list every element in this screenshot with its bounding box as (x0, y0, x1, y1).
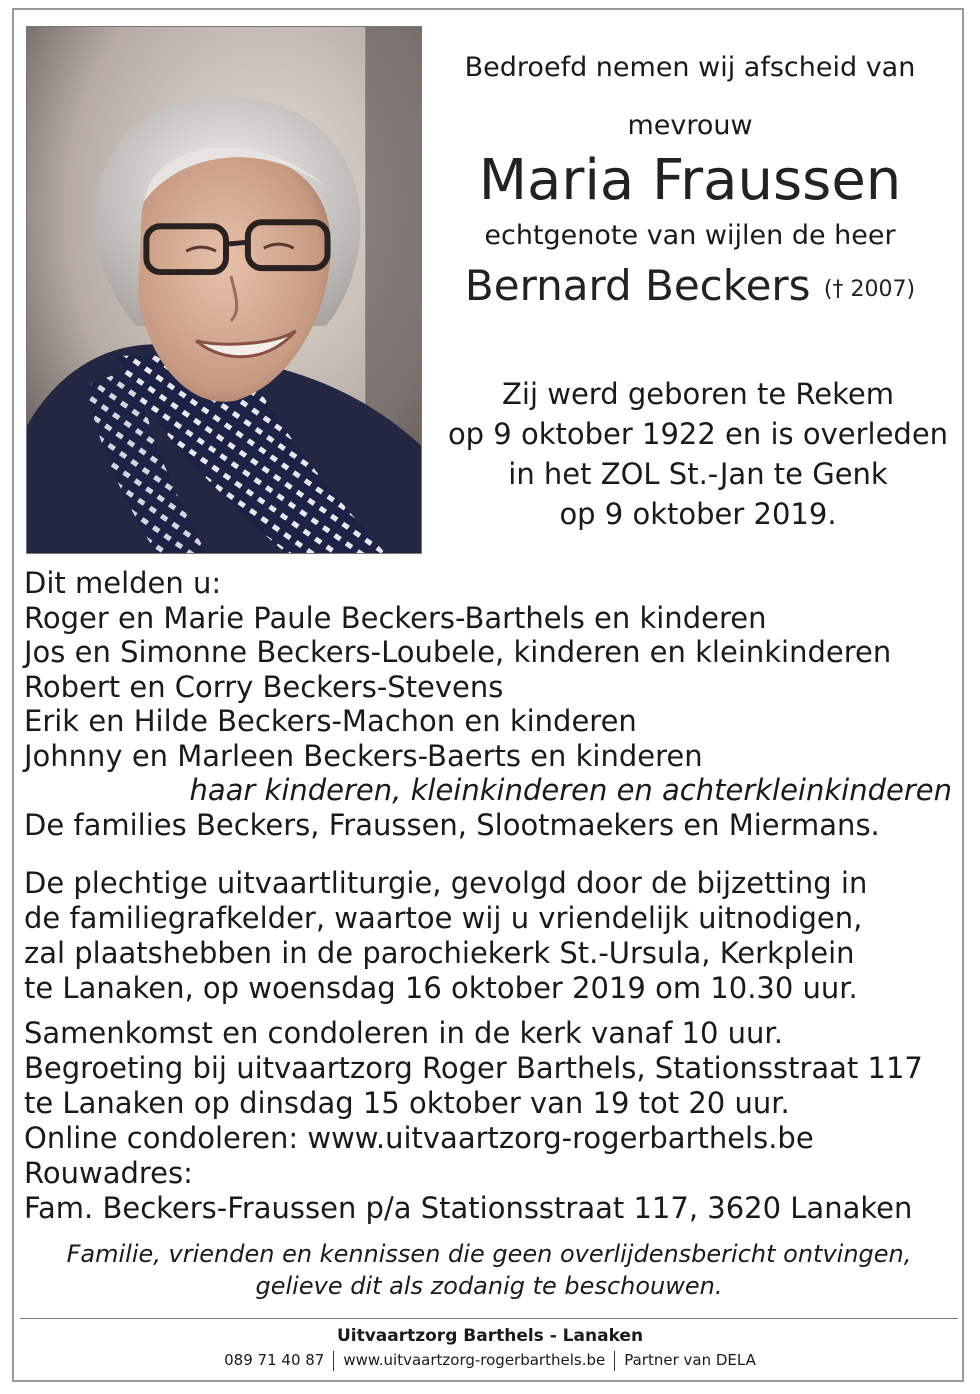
intro-text: Bedroefd nemen wij afscheid van (464, 52, 916, 83)
family-line: Roger en Marie Paule Beckers-Barthels en kinderen (24, 600, 767, 635)
footer-divider (20, 1318, 958, 1319)
liturgy-line: de familiegrafkelder, waartoe wij u vriendelijk uitnodigen, (24, 901, 863, 935)
grandchildren-line: haar kinderen, kleinkinderen en achterkleinkinderen (189, 773, 952, 807)
info-line: te Lanaken op dinsdag 15 oktober van 19 tot 20 uur. (24, 1086, 790, 1120)
notice-line: Familie, vrienden en kennissen die geen overlijdensbericht ontvingen, (66, 1240, 912, 1268)
footer-partner: Partner van DELA (624, 1351, 756, 1369)
funeral-block (24, 866, 954, 1226)
family-line: Johnny en Marleen Beckers-Baerts en kinderen (24, 738, 703, 773)
portrait-photo (26, 26, 422, 554)
birth-death-line: Zij werd geboren te Rekem (502, 377, 894, 411)
birth-death-line: op 9 oktober 2019. (559, 497, 837, 531)
spouse-name-row (430, 258, 950, 318)
liturgy-line: zal plaatshebben in de parochiekerk St.-Ursula, Kerkplein (24, 936, 855, 970)
address-line: Fam. Beckers-Fraussen p/a Stationsstraat 117, 3620 Lanaken (24, 1191, 913, 1225)
birth-death-line: in het ZOL St.-Jan te Genk (508, 457, 888, 491)
notice-block (24, 1238, 954, 1302)
info-line: Samenkomst en condoleren in de kerk vanaf 10 uur. (24, 1016, 783, 1050)
families-line: De families Beckers, Fraussen, Slootmaekers en Miermans. (24, 807, 880, 842)
footer-separator (614, 1351, 615, 1371)
info-line: Rouwadres: (24, 1156, 193, 1190)
announcement-heading: Dit melden u: (24, 566, 222, 600)
spouse-line: echtgenote van wijlen de heer (484, 220, 896, 251)
spouse-name: Bernard Beckers (464, 261, 811, 310)
title-word: mevrouw (627, 110, 753, 141)
footer-title: Uitvaartzorg Barthels - Lanaken (336, 1326, 644, 1346)
birth-death-line: op 9 oktober 1922 en is overleden (447, 417, 949, 451)
family-line: Jos en Simonne Beckers-Loubele, kinderen en kleinkinderen (24, 635, 892, 669)
portrait-illustration (27, 27, 421, 553)
announcement-block (24, 566, 954, 842)
footer-phone: 089 71 40 87 (224, 1351, 325, 1369)
info-line: Begroeting bij uitvaartzorg Roger Barthels, Stationsstraat 117 (24, 1051, 923, 1085)
liturgy-line: De plechtige uitvaartliturgie, gevolgd door de bijzetting in (24, 866, 868, 900)
header-block (430, 48, 950, 318)
footer-website: www.uitvaartzorg-rogerbarthels.be (343, 1351, 606, 1369)
deceased-name: Maria Fraussen (478, 148, 902, 213)
footer-separator (333, 1351, 334, 1371)
footer-info (0, 1350, 980, 1371)
family-line: Erik en Hilde Beckers-Machon en kinderen (24, 704, 637, 738)
birth-death-info (430, 374, 966, 534)
condolence-url-line: Online condoleren: www.uitvaartzorg-rogerbarthels.be (24, 1121, 814, 1155)
spouse-death-year: († 2007) (823, 277, 916, 302)
notice-line: gelieve dit als zodanig te beschouwen. (255, 1272, 723, 1300)
liturgy-line: te Lanaken, op woensdag 16 oktober 2019 om 10.30 uur. (24, 971, 858, 1005)
spacer (24, 1006, 954, 1016)
family-line: Robert en Corry Beckers-Stevens (24, 669, 504, 704)
